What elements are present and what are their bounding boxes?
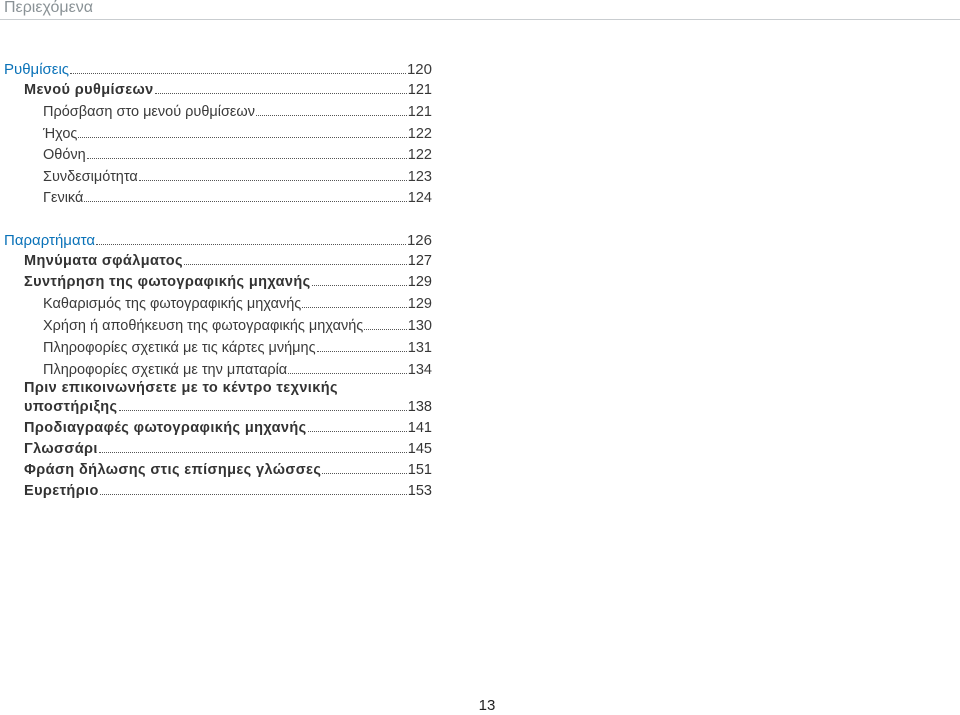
toc-entry-page: 129 (407, 274, 432, 290)
toc-entry-page: 138 (407, 399, 432, 415)
toc-entry-label: υποστήριξης (24, 399, 118, 415)
toc-entry-page: 124 (407, 190, 432, 206)
toc-entry-appendixes[interactable] (4, 232, 432, 249)
dot-leader (84, 201, 406, 202)
dot-leader (100, 494, 407, 495)
toc-entry-label: Προδιαγραφές φωτογραφικής μηχανής (24, 420, 307, 436)
toc-entry-page: 131 (407, 340, 432, 356)
toc-entry-battery[interactable] (43, 362, 432, 378)
toc-entry-specifications[interactable] (24, 420, 432, 436)
toc-entry-label: Καθαρισμός της φωτογραφικής μηχανής (43, 296, 302, 312)
dot-leader (364, 329, 407, 330)
dot-leader (78, 137, 406, 138)
toc-entry-cleaning-camera[interactable] (43, 296, 432, 312)
toc-entry-label: Ρυθμίσεις (4, 61, 70, 78)
toc-entry-sound[interactable] (43, 126, 432, 142)
toc-entry-label: Πληροφορίες σχετικά με τις κάρτες μνήμης (43, 340, 316, 356)
dot-leader (155, 93, 407, 94)
toc-entry-page: 126 (406, 232, 432, 249)
toc-entry-page: 127 (407, 253, 432, 269)
toc-entry-settings[interactable] (4, 61, 432, 78)
dot-leader (288, 373, 407, 374)
dot-leader (99, 452, 407, 453)
dot-leader (184, 264, 407, 265)
dot-leader (139, 180, 407, 181)
toc-entry-page: 121 (407, 104, 432, 120)
toc-entry-service-center[interactable] (24, 399, 432, 415)
toc-entry-access-settings-menu[interactable] (43, 104, 432, 120)
dot-leader (87, 158, 407, 159)
header-divider (0, 19, 960, 20)
dot-leader (317, 351, 407, 352)
toc-entry-index[interactable] (24, 483, 432, 499)
toc-entry-display[interactable] (43, 147, 432, 163)
toc-entry-settings-menu[interactable] (24, 82, 432, 98)
toc-entry-error-messages[interactable] (24, 253, 432, 269)
dot-leader (312, 285, 407, 286)
toc-entry-page: 134 (407, 362, 432, 378)
toc-entry-declaration[interactable] (24, 462, 432, 478)
toc-entry-memory-cards[interactable] (43, 340, 432, 356)
page-number: 13 (478, 697, 496, 714)
toc-entry-page: 129 (407, 296, 432, 312)
toc-entry-connectivity[interactable] (43, 169, 432, 185)
dot-leader (119, 410, 407, 411)
toc-entry-label: Πρόσβαση στο μενού ρυθμίσεων (43, 104, 255, 120)
toc-entry-camera-maintenance[interactable] (24, 274, 432, 290)
toc-entry-label: Χρήση ή αποθήκευση της φωτογραφικής μηχανής (43, 318, 364, 334)
toc-entry-label: Γλωσσάρι (24, 441, 98, 457)
toc-entry-page: 122 (407, 126, 432, 142)
toc-entry-label: Παραρτήματα (4, 232, 95, 249)
toc-entry-label: Συνδεσιμότητα (43, 169, 138, 185)
toc-entry-page: 130 (407, 318, 432, 334)
toc-entry-page: 145 (407, 441, 432, 457)
toc-entry-label: Οθόνη (43, 147, 86, 163)
toc-entry-label: Γενικά (43, 190, 84, 206)
dot-leader (70, 73, 406, 74)
toc-entry-label: Ευρετήριο (24, 483, 99, 499)
page-header (0, 0, 960, 22)
toc-entry-general[interactable] (43, 190, 432, 206)
dot-leader (256, 115, 407, 116)
toc-entry-page: 121 (407, 82, 432, 98)
toc-entry-label: Ήχος (43, 126, 78, 142)
toc-entry-page: 151 (407, 462, 432, 478)
toc-entry-service-center-line1[interactable]: Πριν επικοινωνήσετε με το κέντρο τεχνικής (24, 380, 338, 396)
page-title: Περιεχόμενα (4, 0, 93, 16)
toc-entry-page: 153 (407, 483, 432, 499)
dot-leader (322, 473, 407, 474)
toc-entry-page: 141 (407, 420, 432, 436)
toc-entry-page: 122 (407, 147, 432, 163)
dot-leader (308, 431, 407, 432)
toc-entry-page: 120 (406, 61, 432, 78)
toc-entry-glossary[interactable] (24, 441, 432, 457)
dot-leader (302, 307, 407, 308)
toc-entry-label: Συντήρηση της φωτογραφικής μηχανής (24, 274, 311, 290)
toc-entry-label: Φράση δήλωσης στις επίσημες γλώσσες (24, 462, 322, 478)
toc-entry-label: Μηνύματα σφάλματος (24, 253, 183, 269)
toc-entry-label: Μενού ρυθμίσεων (24, 82, 154, 98)
toc-entry-page: 123 (407, 169, 432, 185)
toc-entry-using-storing-camera[interactable] (43, 318, 432, 334)
dot-leader (96, 244, 406, 245)
toc-entry-label: Πληροφορίες σχετικά με την μπαταρία (43, 362, 288, 378)
